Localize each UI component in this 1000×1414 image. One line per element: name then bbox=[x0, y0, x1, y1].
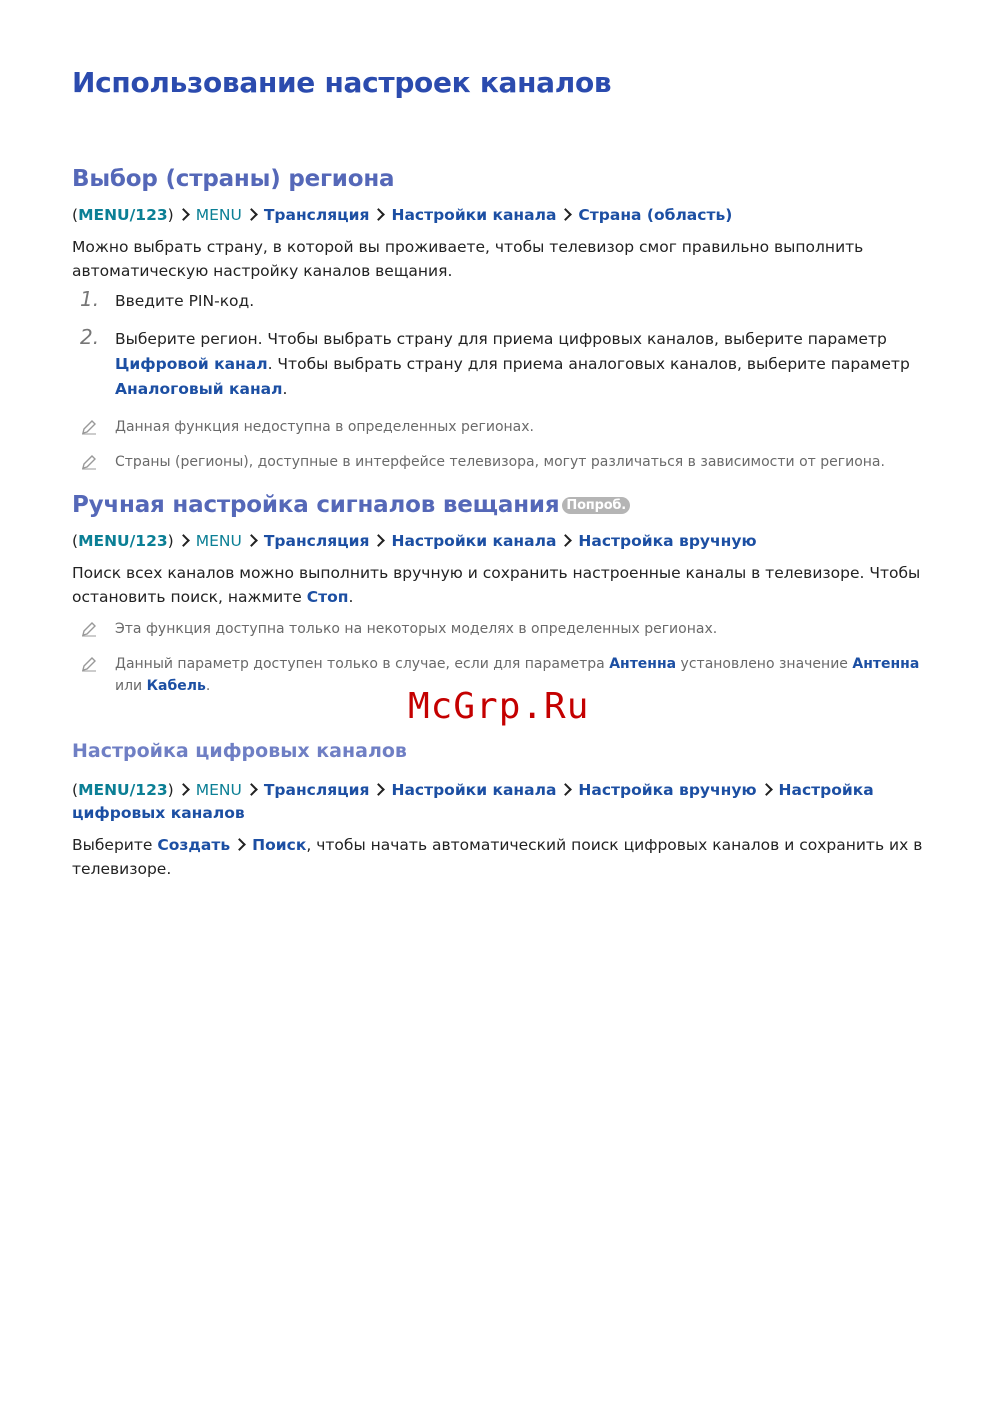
section-heading-text: Ручная настройка сигналов вещания bbox=[72, 492, 560, 518]
chevron-right-icon bbox=[373, 783, 386, 796]
path-item: Настройка цифровых каналов bbox=[72, 781, 874, 822]
chevron-right-icon bbox=[245, 208, 258, 221]
pencil-icon bbox=[80, 418, 98, 436]
note-item bbox=[72, 416, 942, 438]
path-item: MENU/123 bbox=[78, 206, 168, 224]
subsection-heading: Настройка цифровых каналов bbox=[72, 740, 407, 762]
section-body bbox=[72, 833, 942, 881]
step-number: 2. bbox=[80, 325, 100, 349]
chevron-right-icon bbox=[373, 208, 386, 221]
section-heading: Выбор (страны) региона bbox=[72, 166, 395, 192]
step-item bbox=[72, 327, 942, 402]
page-title: Использование настроек каналов bbox=[72, 66, 612, 99]
step-text: Введите PIN-код. bbox=[115, 292, 255, 310]
antenna-value: Антенна bbox=[852, 656, 920, 672]
menu-path: (MENU/123) MENU Трансляция Настройки канала Страна (область) bbox=[72, 206, 733, 224]
section-digital-tuning bbox=[72, 740, 942, 881]
path-item: Страна (область) bbox=[578, 206, 733, 224]
path-item: Настройки канала bbox=[391, 532, 557, 550]
chevron-right-icon bbox=[245, 534, 258, 547]
note-item bbox=[72, 451, 942, 473]
note-text: или bbox=[115, 678, 147, 694]
note-text: . bbox=[205, 678, 211, 694]
body-text: , чтобы начать автоматический поиск цифровых каналов и сохранить их в телевизоре. bbox=[72, 836, 923, 878]
intro-text: . bbox=[348, 588, 354, 606]
note-item bbox=[72, 618, 942, 640]
section-heading bbox=[72, 492, 942, 518]
note-text: Данный параметр доступен только в случае, если для параметра bbox=[115, 656, 610, 672]
step-text: . bbox=[282, 380, 288, 398]
path-item: Настройка вручную bbox=[578, 781, 757, 799]
cable-value: Кабель bbox=[146, 678, 206, 694]
step-item bbox=[72, 289, 942, 314]
path-item: MENU bbox=[195, 781, 242, 799]
watermark: McGrp.Ru bbox=[408, 686, 590, 727]
path-item: Настройка вручную bbox=[578, 532, 757, 550]
try-badge[interactable]: Попроб. bbox=[562, 497, 630, 514]
note-text: установлено значение bbox=[676, 656, 853, 672]
pencil-icon bbox=[80, 453, 98, 471]
note-text: Страны (регионы), доступные в интерфейсе телевизора, могут различаться в зависимости от региона. bbox=[115, 454, 885, 470]
step-text: Выберите регион. Чтобы выбрать страну для приема цифровых каналов, выберите параметр bbox=[115, 330, 887, 348]
note-text: Данная функция недоступна в определенных регионах. bbox=[115, 419, 534, 435]
chevron-right-icon bbox=[373, 534, 386, 547]
path-item: MENU bbox=[195, 532, 242, 550]
section-manual-tuning bbox=[72, 492, 942, 697]
section-intro: Можно выбрать страну, в которой вы проживаете, чтобы телевизор смог правильно выполнить автоматическую настройку каналов вещания. bbox=[72, 238, 864, 280]
section-region bbox=[72, 166, 942, 473]
chevron-right-icon bbox=[177, 534, 190, 547]
pencil-icon bbox=[80, 655, 98, 673]
body-text: Выберите bbox=[72, 836, 158, 854]
menu-path: (MENU/123) MENU Трансляция Настройки канала Настройка вручную bbox=[72, 532, 757, 550]
intro-text: Поиск всех каналов можно выполнить вручную и сохранить настроенные каналы в телевизоре. Чтобы остановить поиск, нажмите bbox=[72, 564, 921, 606]
note-text: Эта функция доступна только на некоторых моделях в определенных регионах. bbox=[115, 621, 718, 637]
path-item: Трансляция bbox=[263, 781, 370, 799]
chevron-right-icon bbox=[245, 783, 258, 796]
path-item: MENU/123 bbox=[78, 532, 168, 550]
section-intro bbox=[72, 561, 942, 609]
path-item: Настройки канала bbox=[391, 206, 557, 224]
step-number: 1. bbox=[80, 287, 100, 311]
chevron-right-icon bbox=[560, 783, 573, 796]
chevron-right-icon bbox=[177, 208, 190, 221]
param-analog: Аналоговый канал bbox=[115, 380, 283, 398]
path-item: Трансляция bbox=[263, 206, 370, 224]
step-text: . Чтобы выбрать страну для приема аналоговых каналов, выберите параметр bbox=[267, 355, 910, 373]
path-item: MENU bbox=[195, 206, 242, 224]
path-item: Трансляция bbox=[263, 532, 370, 550]
path-item: MENU/123 bbox=[78, 781, 168, 799]
search-param: Поиск bbox=[252, 836, 307, 854]
param-digital: Цифровой канал bbox=[115, 355, 268, 373]
chevron-right-icon bbox=[177, 783, 190, 796]
chevron-right-icon bbox=[233, 838, 246, 851]
menu-path: (MENU/123) MENU Трансляция Настройки канала Настройка вручную Настройка цифровых каналов bbox=[72, 781, 874, 822]
create-param: Создать bbox=[157, 836, 231, 854]
chevron-right-icon bbox=[760, 783, 773, 796]
pencil-icon bbox=[80, 620, 98, 638]
path-item: Настройки канала bbox=[391, 781, 557, 799]
stop-param: Стоп bbox=[306, 588, 349, 606]
antenna-param: Антенна bbox=[609, 656, 677, 672]
chevron-right-icon bbox=[560, 534, 573, 547]
chevron-right-icon bbox=[560, 208, 573, 221]
